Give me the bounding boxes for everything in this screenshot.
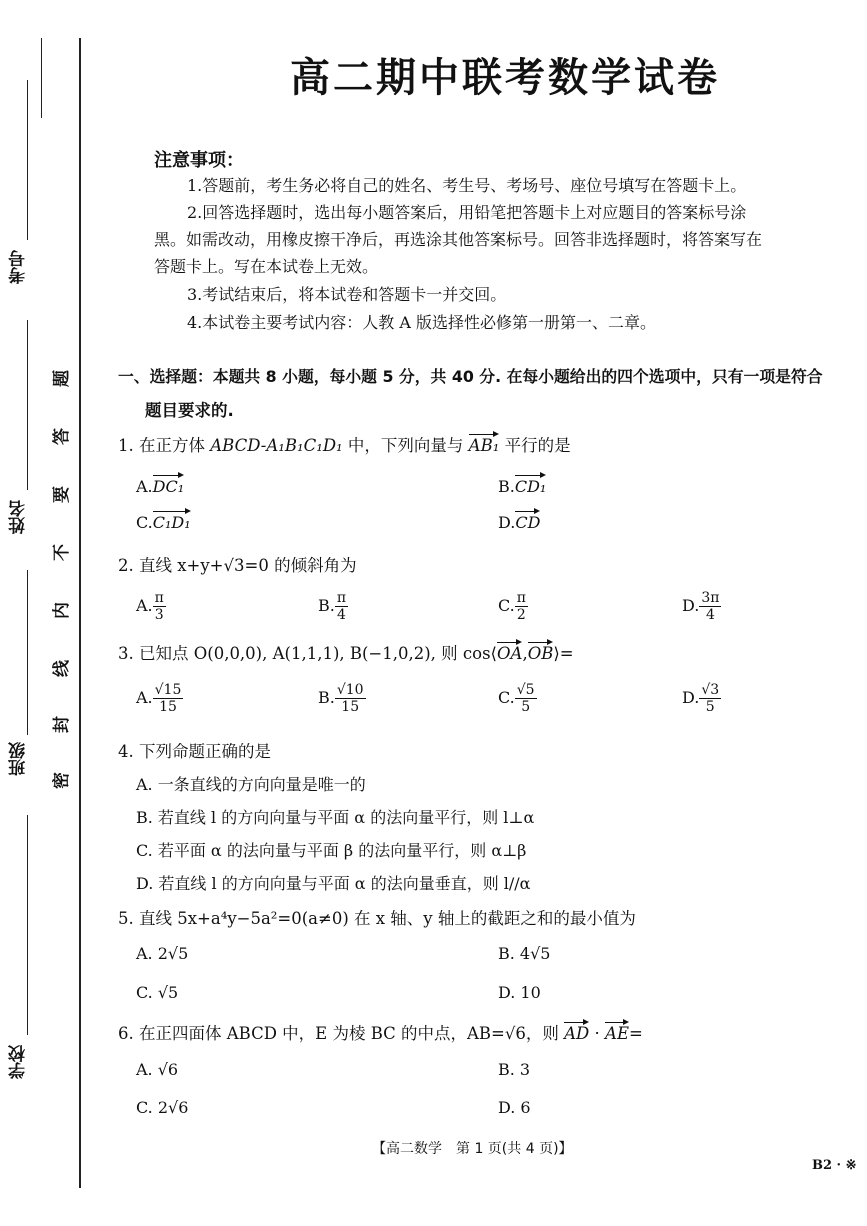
question-1-option-d[interactable]: D.CD	[498, 509, 540, 532]
question-4-option-b[interactable]: B. 若直线 l 的方向向量与平面 α 的法向量平行，则 l⊥α	[136, 808, 535, 827]
question-2-option-a[interactable]: A. $\frac{\pi}{3}$	[136, 590, 164, 623]
question-5-stem: 5. 直线 5x+a⁴y−5a²=0(a≠0) 在 x 轴、y 轴上的截距之和的最小值为	[118, 909, 636, 928]
note-line: 黑。如需改动，用橡皮擦干净后，再选涂其他答案标号。回答非选择题时，将答案写在	[154, 230, 763, 249]
note-line: 4.本试卷主要考试内容：人教 A 版选择性必修第一册第一、二章。	[187, 313, 656, 332]
question-2-option-b[interactable]: B. $\frac{\pi}{4}$	[318, 590, 347, 623]
field-school-blank	[27, 815, 28, 1035]
field-exam-number-label: 考号	[9, 250, 29, 284]
question-4-stem: 4. 下列命题正确的是	[118, 742, 271, 761]
note-line: 1.答题前，考生务必将自己的姓名、考生号、考场号、座位号填写在答题卡上。	[187, 176, 747, 195]
binding-border-line	[79, 38, 81, 1188]
question-1-option-c[interactable]: C.C₁D₁	[136, 509, 191, 532]
question-3-option-a[interactable]: A. $\frac{√15}{15}$	[136, 682, 182, 715]
question-6-option-d[interactable]: D. 6	[498, 1098, 531, 1117]
field-school-label: 学校	[9, 1045, 29, 1079]
question-5-option-b[interactable]: B. 4√5	[498, 944, 551, 963]
notes-heading: 注意事项：	[154, 150, 244, 171]
binding-inner-line	[41, 38, 42, 118]
seal-char: 内	[52, 602, 72, 619]
question-3-option-d[interactable]: D. $\frac{√3}{5}$	[682, 682, 720, 715]
seal-char: 要	[52, 486, 72, 503]
question-3-option-c[interactable]: C. $\frac{√5}{5}$	[498, 682, 535, 715]
question-1-option-b[interactable]: B.CD₁	[498, 473, 546, 496]
section-heading-line2: 题目要求的.	[145, 401, 234, 420]
question-4-option-c[interactable]: C. 若平面 α 的法向量与平面 β 的法向量平行，则 α⊥β	[136, 841, 527, 860]
question-6-option-a[interactable]: A. √6	[136, 1060, 179, 1079]
question-6-option-c[interactable]: C. 2√6	[136, 1098, 189, 1117]
seal-char: 答	[52, 428, 72, 445]
vector-ab1: AB₁	[469, 432, 500, 455]
question-5-option-d[interactable]: D. 10	[498, 983, 541, 1002]
question-6-option-b[interactable]: B. 3	[498, 1060, 531, 1079]
seal-char: 不	[52, 544, 72, 561]
note-line: 答题卡上。写在本试卷上无效。	[154, 257, 379, 276]
seal-char: 题	[52, 370, 72, 387]
question-2-option-d[interactable]: D. $\frac{3\pi}{4}$	[682, 590, 720, 623]
note-line: 3.考试结束后，将本试卷和答题卡一并交回。	[187, 285, 507, 304]
seal-char: 线	[52, 660, 72, 677]
question-4-option-a[interactable]: A. 一条直线的方向向量是唯一的	[136, 775, 366, 794]
seal-char: 封	[52, 716, 72, 733]
question-5-option-a[interactable]: A. 2√5	[136, 944, 189, 963]
question-2-stem: 2. 直线 x+y+√3=0 的倾斜角为	[118, 556, 357, 575]
section-heading-line1: 一、选择题：本题共 8 小题，每小题 5 分，共 40 分. 在每小题给出的四个选项中，只有一项是符合	[118, 367, 823, 386]
question-3-stem: 3. 已知点 O(0,0,0), A(1,1,1), B(−1,0,2), 则 cos⟨OA,OB⟩=	[118, 640, 574, 664]
question-1-option-a[interactable]: A.DC₁	[136, 473, 184, 496]
question-4-option-d[interactable]: D. 若直线 l 的方向向量与平面 α 的法向量垂直，则 l//α	[136, 874, 531, 893]
page-footer: 【高二数学 第 1 页(共 4 页)】	[372, 1141, 573, 1157]
field-name-blank	[27, 320, 28, 490]
exam-title: 高二期中联考数学试卷	[290, 55, 720, 101]
question-6-stem: 6. 在正四面体 ABCD 中，E 为棱 BC 的中点，AB=√6，则 AD · AE=	[118, 1020, 643, 1044]
question-2-option-c[interactable]: C. $\frac{\pi}{2}$	[498, 590, 526, 623]
field-exam-number-blank	[27, 80, 28, 240]
field-class-blank	[27, 570, 28, 735]
question-5-option-c[interactable]: C. √5	[136, 983, 179, 1002]
seal-char: 密	[52, 772, 72, 789]
question-3-option-b[interactable]: B. $\frac{√10}{15}$	[318, 682, 364, 715]
field-name-label: 姓名	[9, 500, 29, 534]
field-class-label: 班级	[9, 742, 29, 776]
question-1-stem: 1. 在正方体 ABCD-A₁B₁C₁D₁ 中，下列向量与 AB₁ 平行的是	[118, 432, 571, 456]
corner-mark: B2 · ※	[812, 1158, 857, 1173]
note-line: 2.回答选择题时，选出每小题答案后，用铅笔把答题卡上对应题目的答案标号涂	[187, 203, 747, 222]
